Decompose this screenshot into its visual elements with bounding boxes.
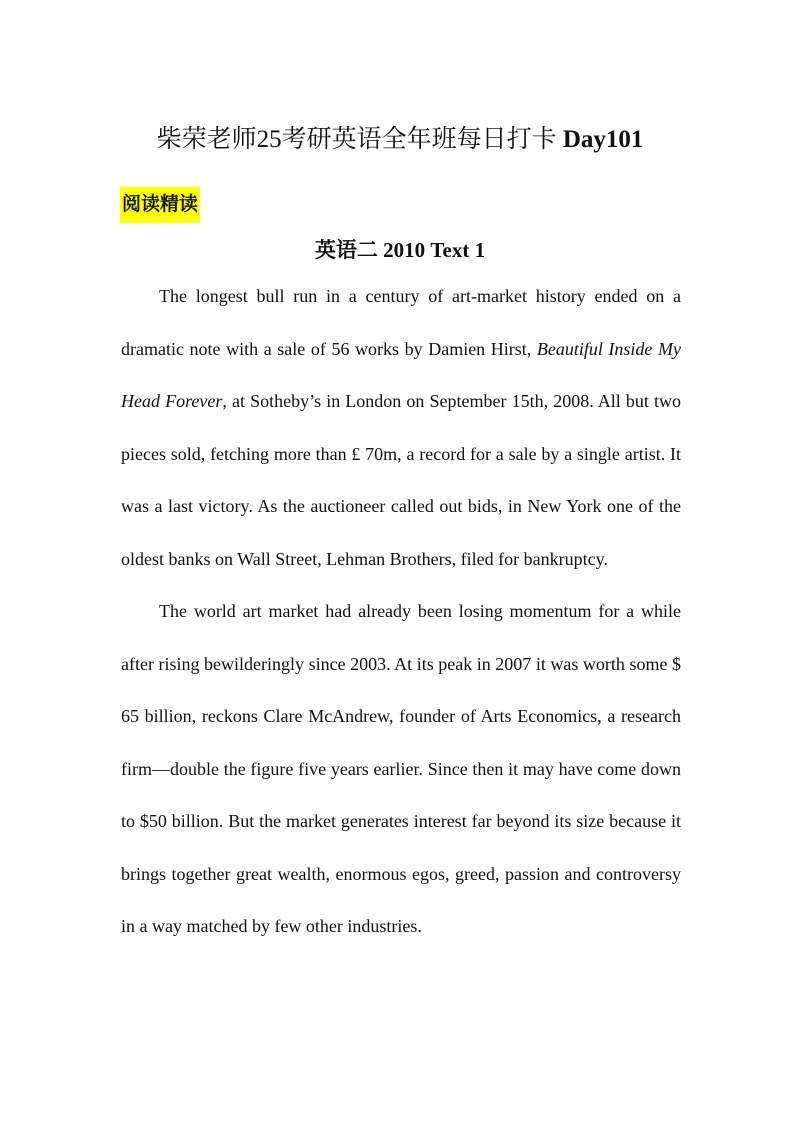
passage-body xyxy=(121,270,681,953)
page-title xyxy=(0,118,800,162)
paragraph-2: The world art market had already been losing momentum for a while after rising bewilderingly since 2003. At its peak in 2007 it was worth some $ 65 billion, reckons Clare McAndrew, founder of Arts Economics, a research firm—double the figure five years earlier. Since then it may have come down to $50 billion. But the market generates interest far beyond its size because it brings together great wealth, enormous egos, greed, passion and controversy in a way matched by few other industries. xyxy=(121,601,681,936)
section-label-highlight: 阅读精读 xyxy=(120,187,200,223)
passage-subtitle: 英语二 2010 Text 1 xyxy=(314,238,486,262)
paragraph-1 xyxy=(121,270,681,585)
page-title-day: Day101 xyxy=(562,126,644,153)
page-title-chinese: 柴荣老师25考研英语全年班每日打卡 xyxy=(156,126,557,153)
paragraph-1-text-a: The longest bull run in a century of art-market history ended on a dramatic note with a sale of 56 works by Damien Hirst, xyxy=(121,286,681,359)
paragraph-1-italic-title: Beautiful Inside My Head Forever xyxy=(121,338,681,411)
paragraph-1-text-b: , at Sotheby’s in London on September 15th, 2008. All but two pieces sold, fetching more than £ 70m, a record for a sale by a single artist. It was a last victory. As the auctioneer called out bids, in New York one of the oldest banks on Wall Street, Lehman Brothers, filed for bankruptcy. xyxy=(121,391,682,569)
